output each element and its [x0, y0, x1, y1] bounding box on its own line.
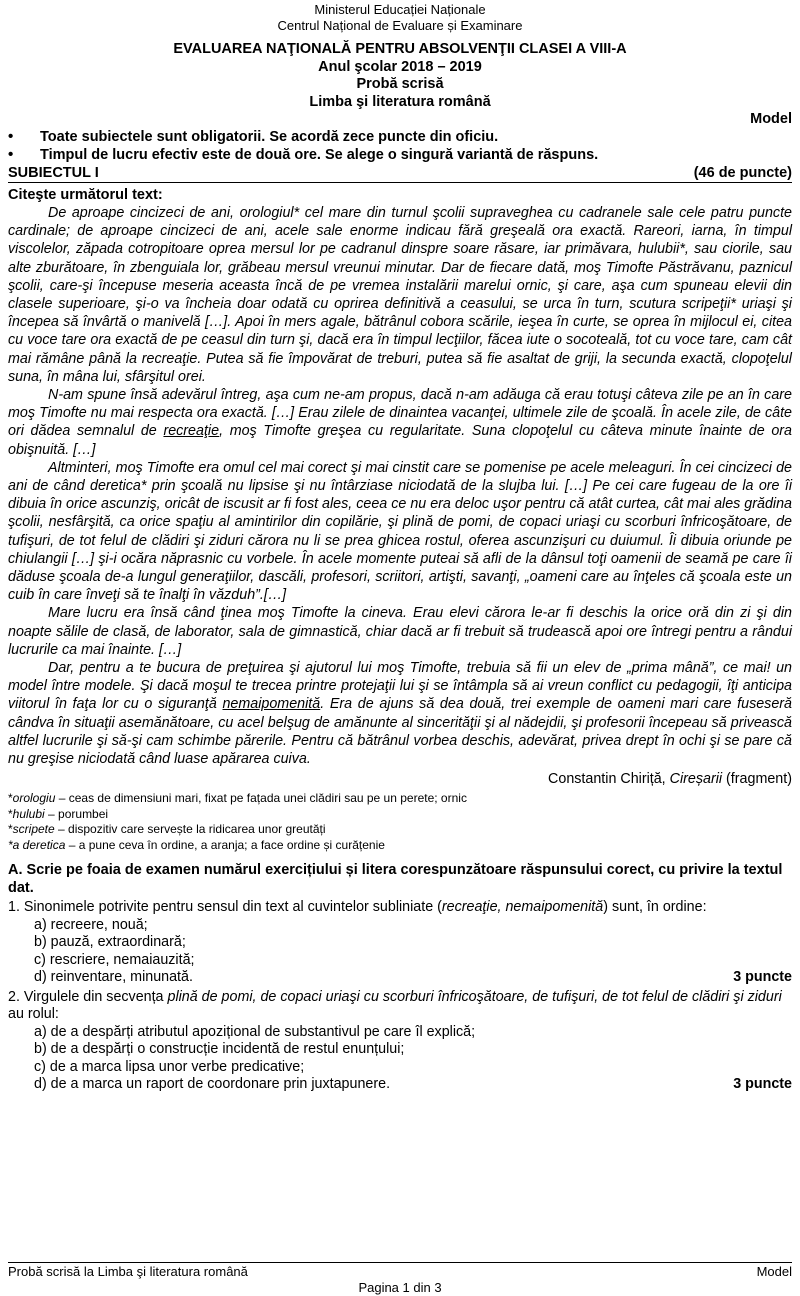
underlined-word-nemaipomenita: nemaipomenită [222, 696, 321, 713]
text-paragraph: De aproape cincizeci de ani, orologiul* cel mare din turnul şcolii supraveghea cu cadranele sale cele patru puncte cardinale; de aproape cincizeci de ani, acele sale enorme indicau fără greşeală ora exactă. Rareori, iarna, în timpul viscolelor, zăpada cotropitoare oprea mersul lor pe cadranul dinspre soare răsare, iar primăvara, hulubii*, sau ciorile, sau alte zburătoare, în zbenguiala lor, grăbeau mersul vreunui minutar. Dar de fiecare dată, moş Timofte Păstrăvanu, paznicul şcolii, care-şi începuse meseria aceasta încă de pe vremea instalării marelui ornic, şi care, aşa cum spuneau elevii din clasele superioare, şi-o va încheia doar odată cu oprirea definitivă a ceasului, se urca în turn, scutura scripeţii* uriaşi şi începea să învârtă o manivelă […]. Apoi în mers agale, bătrânul cobora scările, ieşea în curte, se oprea în mijlocul ei, citea cu voce tare ora exactă de pe ceasul din turn şi, dacă era în timpul lecţiilor, făcea iute o socoteală, tot cu voce tare, cam cât mai rămâne până la recreaţie. Putea să fie împovărat de treburi, putea să fie asaltat de griji, la secunda exactă, clopoţelul suna, în mâna lui, sfârşitul orei. [8, 205, 792, 385]
footer-right: Model [756, 1264, 792, 1279]
glossary-note: *orologiu – ceas de dimensiuni mari, fixat pe fațada unei clădiri sau pe un perete; ornic [8, 791, 467, 806]
glossary-note: *hulubi – porumbei [8, 806, 109, 821]
model-label: Model [750, 111, 792, 127]
text-paragraph: Altminteri, moş Timofte era omul cel mai corect şi mai cinstit care se pomenise pe acele meleaguri. În cei cincizeci de ani de când deretica* prin şcoală nu lipsise şi nu întârziase niciodată de la slujba lui. […] Pe cei care fugeau de la ore îi dibuia în orice ascunziş, oricât de iscusit ar fi fost ales, ceea ce nu era deloc uşor pentru că atât curtea, cât mai ales grădina şcolii, nesfârşită, ca orice spaţiu al amintirilor din copilărie, şi plină de pomi, de copaci uriaşi cu scorburi înfricoşătoare, de tufişuri, de tot felul de clădiri şi ziduri cărora nu li se prea ghicea rostul, oferea ascunzişuri cu duiumul. Îi dibuia oriunde pe chiulangii […] şi-i ocăra năprasnic cu vorbele. În acele momente puteai să afli de la dânsul toţi oamenii de seamă pe care îi dăduse şcoala de-a lungul generaţiilor, dascăli, profesori, scriitori, artişti, savanţi, „oameni care au înţeles că şcoala este un cuib în care înveţi să te înalţi în văzduh”.[…] [8, 459, 792, 604]
author-citation: Constantin Chiriță, Cireșarii (fragment) [548, 771, 792, 788]
subject-heading [8, 165, 792, 183]
question-2 [8, 989, 792, 1094]
exam-type: Probă scrisă [356, 76, 444, 92]
footer-divider [8, 1262, 792, 1263]
ministry-header: Ministerul Educației Naționale [314, 2, 486, 17]
instruction-item: • Timpul de lucru efectiv este de două ore. Se alege o singură variantă de răspuns. [8, 146, 792, 164]
page-number: Pagina 1 din 3 [358, 1280, 442, 1295]
subject-points: (46 de puncte) [693, 165, 792, 181]
answer-option: a) recreere, nouă; [34, 916, 148, 933]
text-paragraph: Mare lucru era însă când ţinea moş Timofte la cineva. Erau elevi cărora le-ar fi deschis la orice oră din zi şi din noapte sălile de clasă, de laborator, sala de gimnastică, chiar dacă ar fi trebuit să trudească apoi ore întregi pentru a rândui lucrurile ca mai înainte. […] [8, 605, 792, 658]
answer-option: c) rescriere, nemaiauzită; [34, 951, 195, 968]
section-a-instruction: A. Scrie pe foaia de examen numărul exercițiului și litera corespunzătoare răspunsului corect, cu privire la textul dat. [8, 862, 783, 897]
instructions-list [8, 128, 792, 164]
text-paragraph: N-am spune însă adevărul întreg, aşa cum ne-am propus, dacă n-am adăuga că erau totuşi câteva zile pe an în care moş Timofte nu mai respecta ora exactă. […] Erau zilele de dinaintea vacanţei, ultimele zile de şcoală. În acele zile, de câte ori dădea semnalul de recreaţie, moş Timofte greşea cu regularitate. Suna clopoţelul cu câteva minute înainte de ora obişnuită. […] [8, 387, 792, 458]
answer-option: d) reinventare, minunată. 3 puncte [34, 969, 792, 986]
glossary-note: *scripete – dispozitiv care servește la ridicarea unor greutăți [8, 822, 326, 837]
answer-option: a) de a despărți atributul apozițional de substantivul pe care îl explică; [34, 1023, 476, 1040]
answer-option: c) de a marca lipsa unor verbe predicative; [34, 1058, 305, 1075]
text-paragraph: Dar, pentru a te bucura de preţuirea şi ajutorul lui moş Timofte, trebuia să fii un elev de „prima mână”, ce mai! un model între modele. Şi dacă moşul te trecea printre protejaţii lui şi se întâmpla să ai vreun conflict cu pedagogii, îţi anticipa viitorul în faţa lor cu o siguranţă nemaipomenită. Era de ajuns să dea două, trei exemple de oameni mari care fuseseră cândva în situaţii asemănătoare, cu acel belşug de amănunte al sincerităţii şi al nădejdii, şi profesorii începeau să privească altfel lucrurile şi să-şi cam schimbe părerile. Pentru că bătrânul vorbea deschis, adevărat, privea drept în ochi şi se pare că nu greşise niciodată când luase apărarea cuiva. [8, 660, 792, 768]
question-points: 3 puncte [733, 969, 792, 986]
underlined-word-recreatie: recreaţie [163, 423, 220, 440]
question-2-text: 2. Virgulele din secvența plină de pomi, de copaci uriaşi cu scorburi înfricoşătoare, de tufişuri, de tot felul de clădiri şi ziduri au rolul: [8, 988, 782, 1023]
read-instruction: Citeşte următorul text: [8, 187, 163, 203]
question-points: 3 puncte [733, 1076, 792, 1093]
center-header: Centrul Național de Evaluare și Examinare [277, 18, 523, 33]
exam-title: EVALUAREA NAŢIONALĂ PENTRU ABSOLVENŢII CLASEI A VIII-A [173, 41, 627, 57]
work-title: Cireșarii [669, 771, 723, 788]
literary-text [8, 204, 792, 768]
school-year: Anul şcolar 2018 – 2019 [318, 58, 482, 75]
question-1 [8, 899, 792, 987]
glossary-notes [8, 791, 792, 853]
subject-name-label: SUBIECTUL I [8, 165, 99, 181]
answer-option: b) de a despărți o construcție incidentă de restul enunțului; [34, 1041, 405, 1058]
glossary-note: *a deretica – a pune ceva în ordine, a aranja; a face ordine și curățenie [8, 837, 385, 852]
question-1-text: 1. Sinonimele potrivite pentru sensul din text al cuvintelor subliniate (recreaţie, nemaipomenită) sunt, în ordine: [8, 899, 707, 916]
answer-option: d) de a marca un raport de coordonare prin juxtapunere. 3 puncte [34, 1076, 792, 1093]
subject-name: Limba şi literatura română [309, 93, 491, 110]
footer-left: Probă scrisă la Limba şi literatura română [8, 1264, 248, 1279]
page-footer [8, 1264, 792, 1280]
instruction-item: • Toate subiectele sunt obligatorii. Se acordă zece puncte din oficiu. [8, 128, 792, 146]
answer-option: b) pauză, extraordinară; [34, 934, 186, 951]
